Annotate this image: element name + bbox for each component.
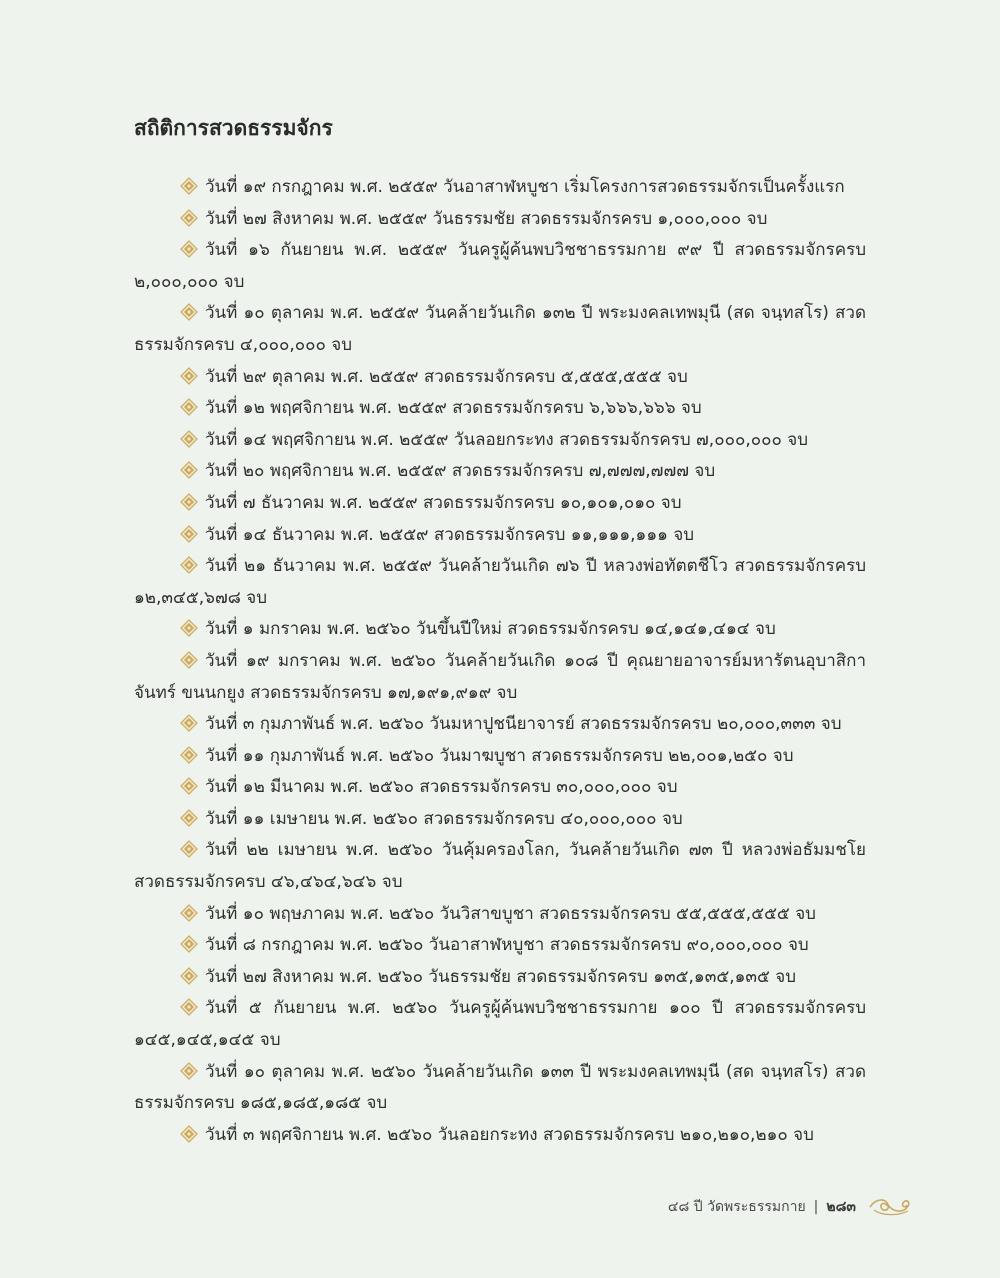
list-item [134, 804, 866, 836]
diamond-ornament-icon [180, 398, 198, 416]
diamond-ornament-icon [180, 209, 198, 227]
page-title: สถิติการสวดธรรมจักร [134, 116, 333, 140]
diamond-ornament-icon [180, 1062, 198, 1080]
list-item [134, 614, 866, 646]
list-item [134, 646, 866, 709]
entry-text: วันที่ ๑๔ ธันวาคม พ.ศ. ๒๕๕๙ สวดธรรมจักรครบ ๑๑,๑๑๑,๑๑๑ จบ [205, 524, 695, 545]
entry-text: วันที่ ๕ กันยายน พ.ศ. ๒๕๖๐ วันครูผู้ค้นพบวิชชาธรรมกาย ๑๐๐ ปี สวดธรรมจักรครบ ๑๔๕,๑๔๕,๑๔๕ จบ [134, 998, 866, 1051]
diamond-ornament-icon [180, 240, 198, 258]
entry-text: วันที่ ๒๗ สิงหาคม พ.ศ. ๒๕๖๐ วันธรรมชัย สวดธรรมจักรครบ ๑๓๕,๑๓๕,๑๓๕ จบ [205, 966, 797, 987]
entry-text: วันที่ ๓ พฤศจิกายน พ.ศ. ๒๕๖๐ วันลอยกระทง สวดธรรมจักรครบ ๒๑๐,๒๑๐,๒๑๐ จบ [205, 1124, 814, 1145]
list-item [134, 425, 866, 457]
diamond-ornament-icon [180, 177, 198, 195]
diamond-ornament-icon [180, 430, 198, 448]
entry-text: วันที่ ๑ มกราคม พ.ศ. ๒๕๖๐ วันขึ้นปีใหม่ สวดธรรมจักรครบ ๑๔,๑๔๑,๔๑๔ จบ [205, 619, 776, 640]
entry-text: วันที่ ๒๙ ตุลาคม พ.ศ. ๒๕๕๙ สวดธรรมจักรครบ ๕,๕๕๕,๕๕๕ จบ [205, 366, 688, 387]
list-item [134, 930, 866, 962]
diamond-ornament-icon [180, 461, 198, 479]
entry-text: วันที่ ๓ กุมภาพันธ์ พ.ศ. ๒๕๖๐ วันมหาปูชนียาจารย์ สวดธรรมจักรครบ ๒๐,๐๐๐,๓๓๓ จบ [205, 714, 842, 735]
list-item [134, 520, 866, 552]
diamond-ornament-icon [180, 998, 198, 1016]
list-item [134, 1057, 866, 1120]
footer-separator: | [813, 1199, 819, 1215]
diamond-ornament-icon [180, 303, 198, 321]
entry-text: วันที่ ๑๙ กรกฎาคม พ.ศ. ๒๕๕๙ วันอาสาฬหบูชา เริ่มโครงการสวดธรรมจักรเป็นครั้งแรก [205, 177, 845, 197]
list-item [134, 172, 866, 204]
diamond-ornament-icon [180, 1125, 198, 1143]
entry-text: วันที่ ๒๐ พฤศจิกายน พ.ศ. ๒๕๕๙ สวดธรรมจักรครบ ๗,๗๗๗,๗๗๗ จบ [205, 461, 716, 482]
diamond-ornament-icon [180, 935, 198, 953]
list-item [134, 235, 866, 298]
swirl-ornament-icon [868, 1196, 912, 1218]
list-item [134, 962, 866, 994]
diamond-ornament-icon [180, 525, 198, 543]
list-item [134, 393, 866, 425]
entry-text: วันที่ ๑๙ มกราคม พ.ศ. ๒๕๖๐ วันคล้ายวันเกิด ๑๐๘ ปี คุณยายอาจารย์มหารัตนอุบาสิกาจันทร์ ขนนกยูง สวดธรรมจักรครบ ๑๗,๑๙๑,๙๑๙ จบ [134, 650, 866, 703]
entry-text: วันที่ ๑๒ มีนาคม พ.ศ. ๒๕๖๐ สวดธรรมจักรครบ ๓๐,๐๐๐,๐๐๐ จบ [205, 777, 678, 798]
list-item [134, 835, 866, 898]
diamond-ornament-icon [180, 651, 198, 669]
entry-text: วันที่ ๑๐ ตุลาคม พ.ศ. ๒๕๖๐ วันคล้ายวันเกิด ๑๓๓ ปี พระมงคลเทพมุนี (สด จนฺทสโร) สวดธรรมจักรครบ ๑๘๕,๑๘๕,๑๘๕ จบ [134, 1061, 866, 1114]
page-number: ๒๘๓ [826, 1199, 856, 1215]
entry-text: วันที่ ๑๒ พฤศจิกายน พ.ศ. ๒๕๕๙ สวดธรรมจักรครบ ๖,๖๖๖,๖๖๖ จบ [205, 398, 702, 419]
list-item [134, 298, 866, 361]
list-item [134, 741, 866, 773]
entry-text: วันที่ ๒๒ เมษายน พ.ศ. ๒๕๖๐ วันคุ้มครองโลก, วันคล้ายวันเกิด ๗๓ ปี หลวงพ่อธัมมชโย สวดธรรมจักรครบ ๔๖,๔๖๔,๖๔๖ จบ [134, 840, 866, 893]
diamond-ornament-icon [180, 967, 198, 985]
list-item [134, 1120, 866, 1152]
entry-text: วันที่ ๒๗ สิงหาคม พ.ศ. ๒๕๕๙ วันธรรมชัย สวดธรรมจักรครบ ๑,๐๐๐,๐๐๐ จบ [205, 208, 768, 229]
diamond-ornament-icon [180, 493, 198, 511]
entry-text: วันที่ ๒๑ ธันวาคม พ.ศ. ๒๕๕๙ วันคล้ายวันเกิด ๗๖ ปี หลวงพ่อทัตตชีโว สวดธรรมจักรครบ ๑๒,๓๔๕,๖๗๘ จบ [134, 556, 866, 608]
list-item [134, 551, 866, 614]
entry-text: วันที่ ๑๑ เมษายน พ.ศ. ๒๕๖๐ สวดธรรมจักรครบ ๔๐,๐๐๐,๐๐๐ จบ [205, 808, 683, 829]
footer-book-title: ๔๘ ปี วัดพระธรรมกาย [667, 1199, 806, 1215]
list-item [134, 362, 866, 394]
list-item [134, 709, 866, 741]
entry-text: วันที่ ๑๔ พฤศจิกายน พ.ศ. ๒๕๕๙ วันลอยกระทง สวดธรรมจักรครบ ๗,๐๐๐,๐๐๐ จบ [205, 429, 809, 450]
list-item [134, 993, 866, 1056]
page-footer [668, 1196, 912, 1218]
entry-text: วันที่ ๘ กรกฎาคม พ.ศ. ๒๕๖๐ วันอาสาฬหบูชา สวดธรรมจักรครบ ๙๐,๐๐๐,๐๐๐ จบ [205, 935, 809, 956]
entry-text: วันที่ ๑๐ ตุลาคม พ.ศ. ๒๕๕๙ วันคล้ายวันเกิด ๑๓๒ ปี พระมงคลเทพมุนี (สด จนฺทสโร) สวดธรรมจักรครบ ๔,๐๐๐,๐๐๐ จบ [134, 303, 866, 355]
entry-text: วันที่ ๑๑ กุมภาพันธ์ พ.ศ. ๒๕๖๐ วันมาฆบูชา สวดธรรมจักรครบ ๒๒,๐๐๑,๒๕๐ จบ [205, 745, 794, 766]
diamond-ornament-icon [180, 777, 198, 795]
entry-text: วันที่ ๗ ธันวาคม พ.ศ. ๒๕๕๙ สวดธรรมจักรครบ ๑๐,๑๐๑,๐๑๐ จบ [205, 492, 682, 513]
list-item [134, 456, 866, 488]
diamond-ornament-icon [180, 367, 198, 385]
diamond-ornament-icon [180, 809, 198, 827]
diamond-ornament-icon [180, 904, 198, 922]
diamond-ornament-icon [180, 556, 198, 574]
list-item [134, 899, 866, 931]
diamond-ornament-icon [180, 619, 198, 637]
statistics-list [134, 172, 866, 1151]
entry-text: วันที่ ๑๐ พฤษภาคม พ.ศ. ๒๕๖๐ วันวิสาขบูชา สวดธรรมจักรครบ ๕๕,๕๕๕,๕๕๕ จบ [205, 903, 816, 924]
list-item [134, 772, 866, 804]
diamond-ornament-icon [180, 746, 198, 764]
diamond-ornament-icon [180, 840, 198, 858]
list-item [134, 204, 866, 236]
entry-text: วันที่ ๑๖ กันยายน พ.ศ. ๒๕๕๙ วันครูผู้ค้นพบวิชชาธรรมกาย ๙๙ ปี สวดธรรมจักรครบ ๒,๐๐๐,๐๐๐ จบ [134, 240, 866, 292]
list-item [134, 488, 866, 520]
diamond-ornament-icon [180, 714, 198, 732]
